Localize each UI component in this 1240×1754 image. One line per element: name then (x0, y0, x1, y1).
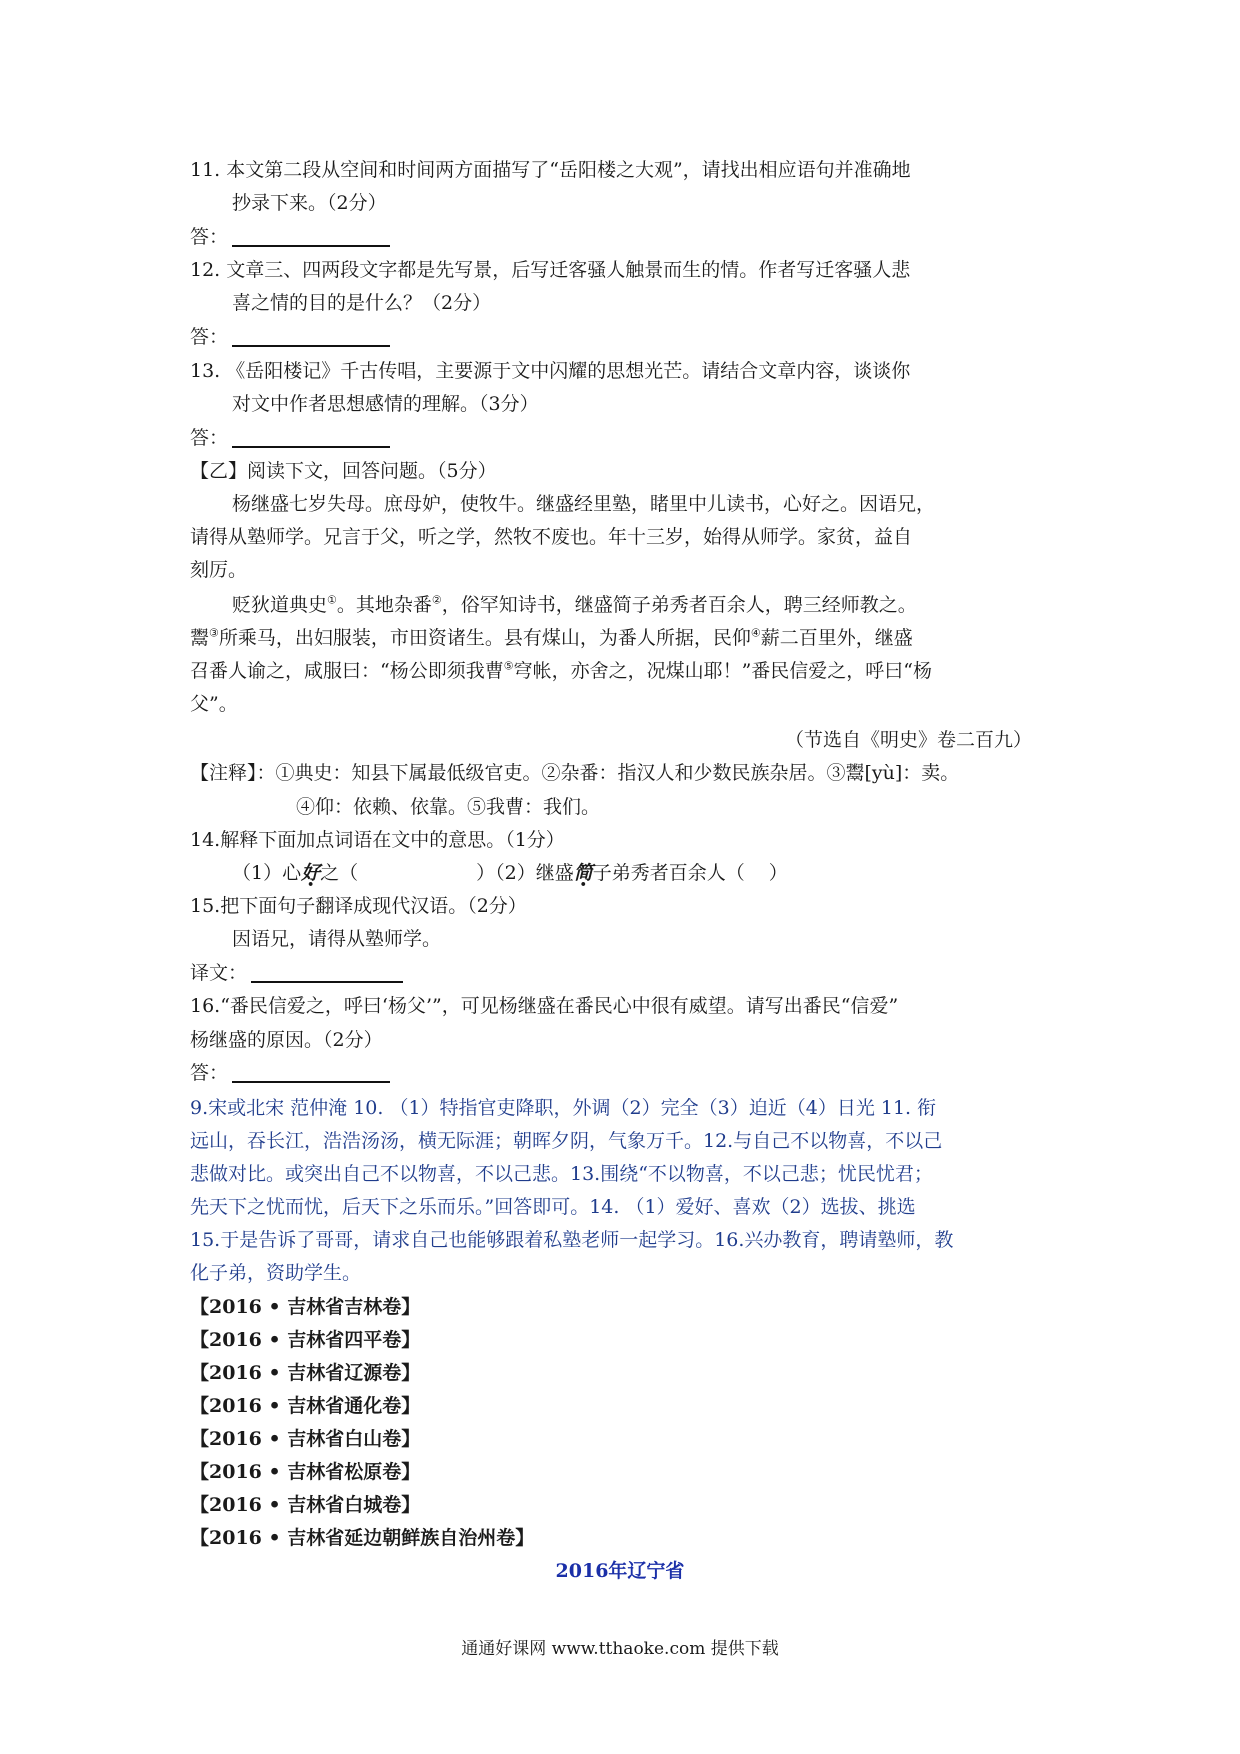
q13-answer (190, 425, 390, 451)
q14-items (232, 860, 788, 886)
exam-list-item: 【2016 • 吉林省通化卷】 (190, 1395, 421, 1417)
exam-list-item: 【2016 • 吉林省四平卷】 (190, 1329, 421, 1351)
passage-p1-line: 刻厉。 (190, 559, 248, 581)
page-footer: 通通好课网 www.tthaoke.com 提供下载 (461, 1639, 779, 1659)
passage-fragment: 所乘马，出妇服装，市田资诸生。县有煤山，为番人所据，民仰 (218, 627, 751, 649)
exam-list-item: 【2016 • 吉林省松原卷】 (190, 1461, 421, 1483)
note-mark: ⑤ (503, 659, 514, 673)
answer-label: 答： (190, 427, 229, 449)
q14-item2-prefix: （2）继盛 (495, 862, 574, 884)
passage-p2-line (232, 592, 917, 618)
q14-item1-suffix: 之（ (320, 862, 359, 884)
q11-text-cont: 抄录下来。（2分） (232, 192, 387, 214)
answer-label: 答： (190, 226, 229, 248)
passage-fragment: 贬狄道典史 (232, 594, 328, 616)
answer-key-line: 先天下之忧而忧，后天下之乐而乐。”回答即可。14. （1）爱好、喜欢（2）选拔、挑选 (190, 1196, 916, 1218)
answer-key-line: 15.于是告诉了哥哥，请求自己也能够跟着私塾老师一起学习。16.兴办教育，聘请塾师，教 (190, 1229, 954, 1251)
passage-fragment: 穹帐，亦舍之，况煤山耶！”番民信爱之，呼曰“杨 (513, 660, 933, 682)
answer-label: 译文： (190, 962, 248, 984)
dotted-word: 好 (301, 862, 321, 884)
q15-text: 15.把下面句子翻译成现代汉语。（2分） (190, 895, 527, 917)
q12-text-cont: 喜之情的目的是什么？（2分） (232, 292, 492, 314)
passage-p1-line: 请得从塾师学。兄言于父，听之学，然牧不废也。年十三岁，始得从师学。家贫，益自 (190, 526, 913, 548)
note-mark: ③ (209, 626, 219, 640)
answer-blank[interactable] (232, 1061, 390, 1083)
q15-sentence: 因语兄，请得从塾师学。 (232, 928, 442, 950)
answer-blank[interactable] (251, 961, 403, 983)
note-mark: ④ (750, 626, 761, 640)
passage-fragment: 鬻 (190, 627, 210, 649)
passage-p2-line: 父”。 (190, 693, 238, 715)
q16-answer (190, 1060, 390, 1086)
q12-text: 12. 文章三、四两段文字都是先写景，后写迁客骚人触景而生的情。作者写迁客骚人悲 (190, 259, 911, 281)
province-heading: 2016年辽宁省 (555, 1560, 685, 1582)
notes-line: 【注释】：①典史：知县下属最低级官吏。②杂番：指汉人和少数民族杂居。③鬻[yù]：卖。 (190, 762, 960, 784)
q13-text: 13. 《岳阳楼记》千古传唱，主要源于文中闪耀的思想光芒。请结合文章内容，谈谈你 (190, 360, 911, 382)
exam-list-item: 【2016 • 吉林省吉林卷】 (190, 1296, 421, 1318)
answer-key-line: 化子弟，资助学生。 (190, 1262, 362, 1284)
paren-close: ） (768, 862, 788, 884)
note-mark: ① (327, 593, 337, 607)
answer-blank[interactable] (232, 325, 390, 347)
passage-p1-line: 杨继盛七岁失母。庶母妒，使牧牛。继盛经里塾，睹里中儿读书，心好之。因语兄， (232, 493, 936, 515)
answer-label: 答： (190, 326, 229, 348)
answer-key-line: 悲做对比。或突出自己不以物喜，不以己悲。13.围绕“不以物喜，不以己悲；忧民忧君； (190, 1163, 933, 1185)
answer-blank[interactable] (232, 426, 390, 448)
answer-key-line: 远山，吞长江，浩浩汤汤，横无际涯；朝晖夕阴，气象万千。12.与自己不以物喜，不以己 (190, 1130, 943, 1152)
passage-fragment: 薪二百里外，继盛 (760, 627, 913, 649)
exam-list-item: 【2016 • 吉林省白城卷】 (190, 1494, 421, 1516)
paren-close: ） (476, 862, 496, 884)
notes-line: ④仰：依赖、依靠。⑤我曹：我们。 (296, 796, 601, 818)
answer-blank[interactable] (232, 225, 390, 247)
answer-key-line: 9.宋或北宋 范仲淹 10. （1）特指官吏降职，外调（2）完全（3）迫近（4）日光 11. 衔 (190, 1097, 937, 1119)
exam-list-item: 【2016 • 吉林省辽源卷】 (190, 1362, 421, 1384)
section-b-heading: 【乙】阅读下文，回答问题。（5分） (190, 460, 497, 482)
exam-list-item: 【2016 • 吉林省白山卷】 (190, 1428, 421, 1450)
note-mark: ② (431, 593, 442, 607)
passage-p2-line (190, 658, 932, 684)
answer-label: 答： (190, 1062, 229, 1084)
q11-text: 11. 本文第二段从空间和时间两方面描写了“岳阳楼之大观”，请找出相应语句并准确地 (190, 159, 911, 181)
q13-text-cont: 对文中作者思想感情的理解。（3分） (232, 393, 539, 415)
passage-fragment: ，俗罕知诗书，继盛简子弟秀者百余人，聘三经师教之。 (441, 594, 917, 616)
q16-text-cont: 杨继盛的原因。（2分） (190, 1029, 383, 1051)
dotted-word: 简 (573, 862, 593, 884)
q14-item2-suffix: 子弟秀者百余人（ (592, 862, 745, 884)
q14-text: 14.解释下面加点词语在文中的意思。（1分） (190, 829, 565, 851)
q12-answer (190, 324, 390, 350)
exam-list-item: 【2016 • 吉林省延边朝鲜族自治州卷】 (190, 1527, 535, 1549)
q15-answer (190, 960, 403, 986)
passage-p2-line (190, 625, 913, 651)
q16-text: 16.“番民信爱之，呼曰‘杨父’”，可见杨继盛在番民心中很有威望。请写出番民“信爱” (190, 995, 899, 1017)
q11-answer (190, 224, 390, 250)
passage-fragment: 召番人谕之，咸服曰：“杨公即须我曹 (190, 660, 504, 682)
q14-item1-prefix: （1）心 (232, 862, 302, 884)
passage-source: （节选自《明史》卷二百九） (785, 729, 1033, 751)
passage-fragment: 。其地杂番 (336, 594, 432, 616)
